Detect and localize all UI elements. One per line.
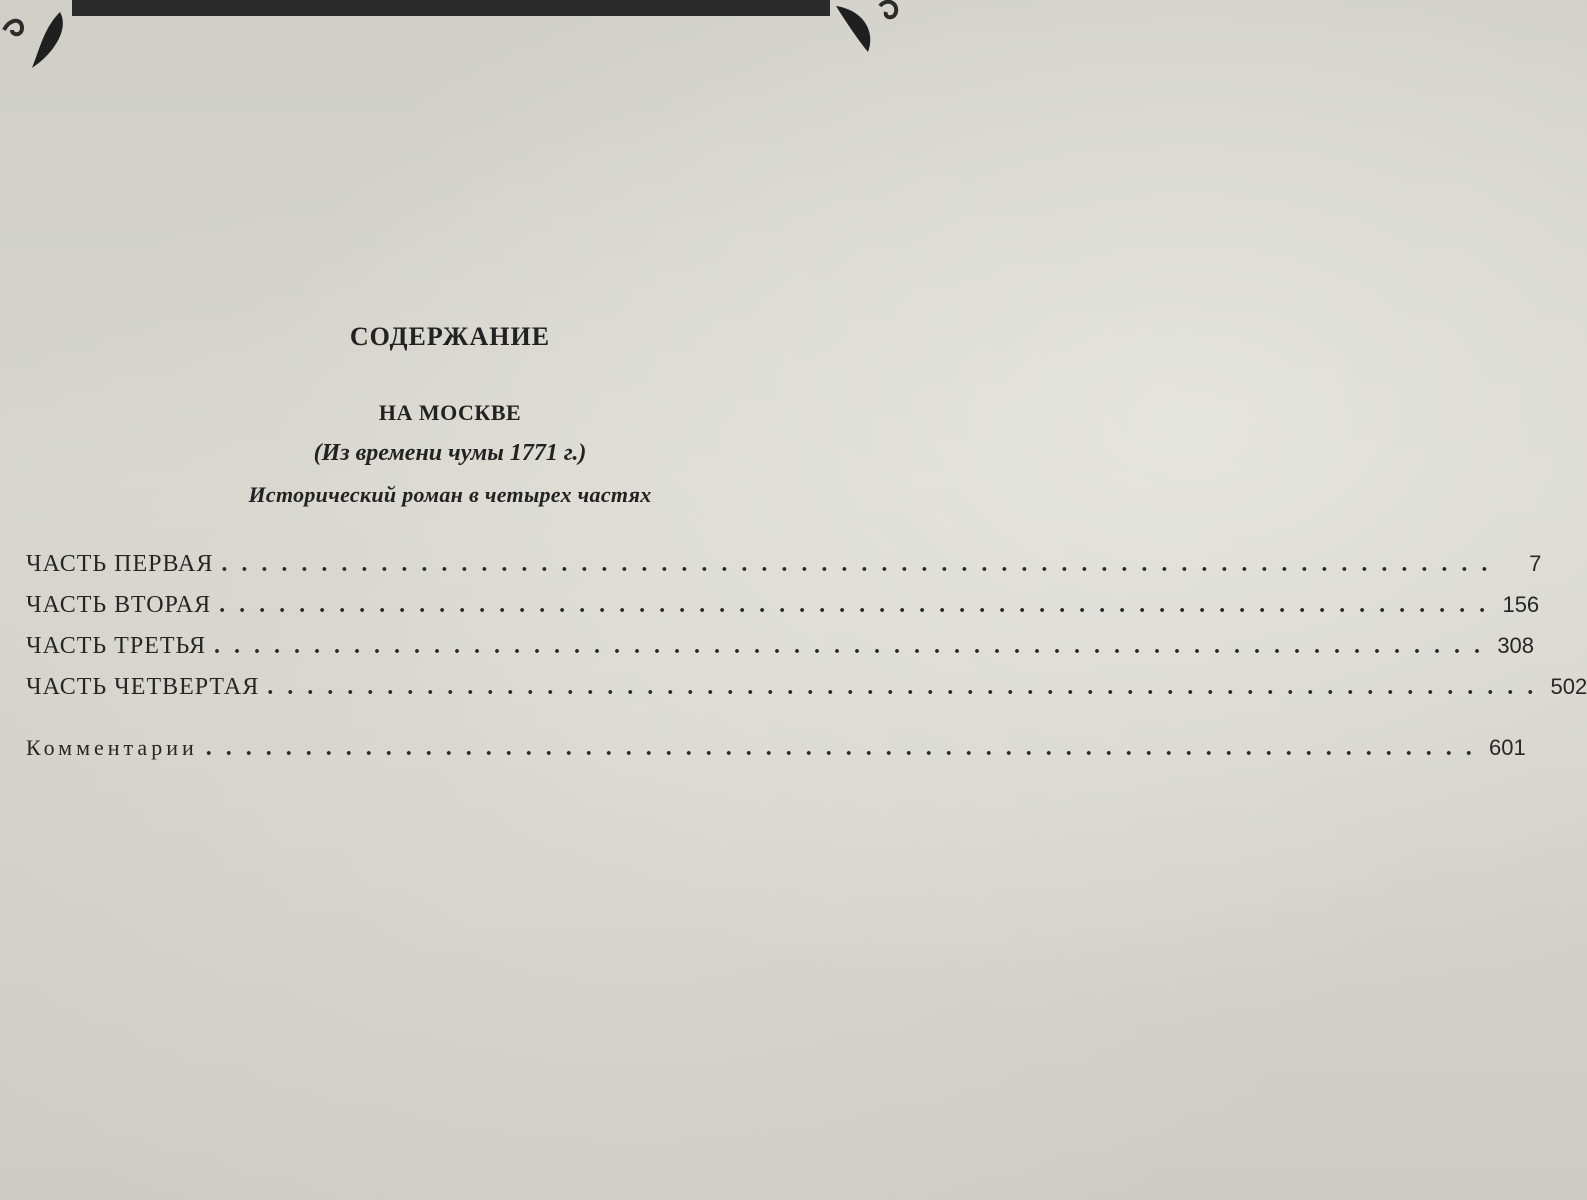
toc-entry-label: Комментарии (26, 735, 198, 760)
dot-leader: ................................................................ (205, 735, 1486, 761)
right-curl-ornament (880, 2, 896, 18)
work-subtitle: (Из времени чумы 1771 г.) (313, 440, 587, 466)
contents-title: СОДЕРЖАНИЕ (349, 322, 551, 351)
work-description: Исторический роман в четырех частях (248, 482, 652, 507)
left-curl-ornament (4, 21, 22, 35)
dot-leader: ................................................................ (267, 674, 1548, 700)
toc-entry-part-three[interactable] (26, 625, 1535, 666)
right-leaf-ornament (836, 6, 870, 52)
toc-entry-label: ЧАСТЬ ТРЕТЬЯ (26, 633, 207, 659)
table-of-contents (26, 543, 1587, 768)
toc-entry-page: 601 (1489, 735, 1526, 760)
toc-entry-page: 502 (1550, 674, 1587, 699)
dot-leader: ................................................................ (219, 592, 1500, 618)
top-ornament (0, 0, 900, 80)
toc-entry-part-four[interactable] (26, 666, 1587, 707)
toc-entry-part-one[interactable] (26, 543, 1542, 584)
toc-entry-part-two[interactable] (26, 584, 1540, 625)
toc-entry-label: ЧАСТЬ ПЕРВАЯ (26, 551, 214, 577)
dot-leader: ................................................................ (214, 633, 1495, 659)
toc-entry-comments[interactable] (26, 727, 1526, 768)
toc-entry-page: 7 (1529, 551, 1542, 576)
toc-entry-label: ЧАСТЬ ВТОРАЯ (26, 592, 212, 618)
toc-entry-label: ЧАСТЬ ЧЕТВЕРТАЯ (26, 674, 260, 700)
dot-leader: ................................................................ (221, 551, 1502, 577)
toc-entry-page: 156 (1502, 592, 1540, 617)
ornament-bar (72, 0, 830, 16)
left-leaf-ornament (32, 12, 63, 68)
work-title: НА МОСКВЕ (378, 400, 522, 425)
toc-entry-page: 308 (1497, 633, 1535, 658)
